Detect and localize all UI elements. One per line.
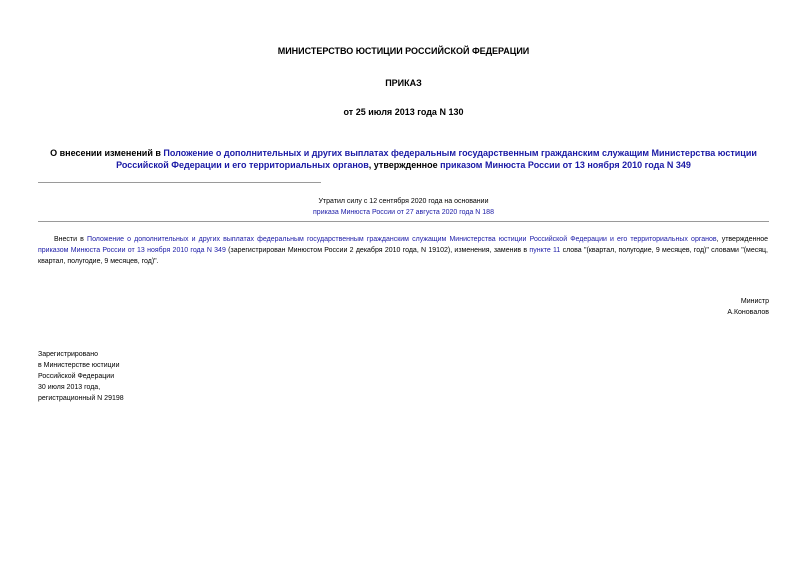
registration-line: в Министерстве юстиции bbox=[38, 362, 120, 369]
long-divider bbox=[38, 221, 769, 222]
registration-line: 30 июля 2013 года, bbox=[38, 384, 101, 391]
title-link-order[interactable]: приказом Минюста России от 13 ноября 2010 года N 349 bbox=[440, 160, 691, 170]
status-note-link[interactable]: приказа Минюста России от 27 августа 2020 года N 188 bbox=[313, 209, 494, 216]
title-link-regulation[interactable]: Положение о дополнительных и других выплатах федеральным государственным гражданским служащим Министерства юстиции Российской Федерации и его территориальных органов bbox=[116, 148, 757, 170]
title-middle: , утвержденное bbox=[368, 160, 441, 170]
registration-line: Зарегистрировано bbox=[38, 351, 98, 358]
body-paragraph bbox=[38, 234, 768, 267]
registration-line: Российской Федерации bbox=[38, 373, 115, 380]
document-title bbox=[48, 147, 759, 171]
document-date-number: от 25 июля 2013 года N 130 bbox=[343, 107, 464, 117]
status-note-line2 bbox=[0, 207, 807, 218]
registration-block bbox=[38, 349, 124, 404]
status-note-text: Утратил силу с 12 сентября 2020 года на основании bbox=[318, 198, 489, 205]
body-link-order[interactable]: приказом Минюста России от 13 ноября 2010 года N 349 bbox=[38, 247, 226, 254]
signature-position: Министр bbox=[740, 298, 769, 305]
body-part2: , утвержденное bbox=[716, 236, 769, 243]
signature-name: А.Коновалов bbox=[727, 309, 769, 316]
body-part4: слова "(квартал, полугодие, 9 месяцев, год)" словами "(месяц, квартал, полугодие, 9 месяцев, год)". bbox=[38, 247, 769, 265]
document-type: ПРИКАЗ bbox=[385, 78, 422, 88]
body-part1: Внести в bbox=[54, 236, 88, 243]
body-link-clause[interactable]: пункте 11 bbox=[529, 247, 561, 254]
body-part3: (зарегистрирован Минюстом России 2 декабря 2010 года, N 19102), изменения, заменив в bbox=[225, 247, 530, 254]
short-divider bbox=[38, 182, 321, 183]
registration-line: регистрационный N 29198 bbox=[38, 395, 124, 402]
body-link-regulation[interactable]: Положение о дополнительных и других выплатах федеральным государственным гражданским служащим Министерства юстиции Российской Федерации и его территориальных органов bbox=[87, 236, 717, 243]
ministry-heading: МИНИСТЕРСТВО ЮСТИЦИИ РОССИЙСКОЙ ФЕДЕРАЦИИ bbox=[277, 46, 530, 56]
signature-block bbox=[727, 296, 769, 318]
title-prefix: О внесении изменений в bbox=[50, 148, 164, 158]
